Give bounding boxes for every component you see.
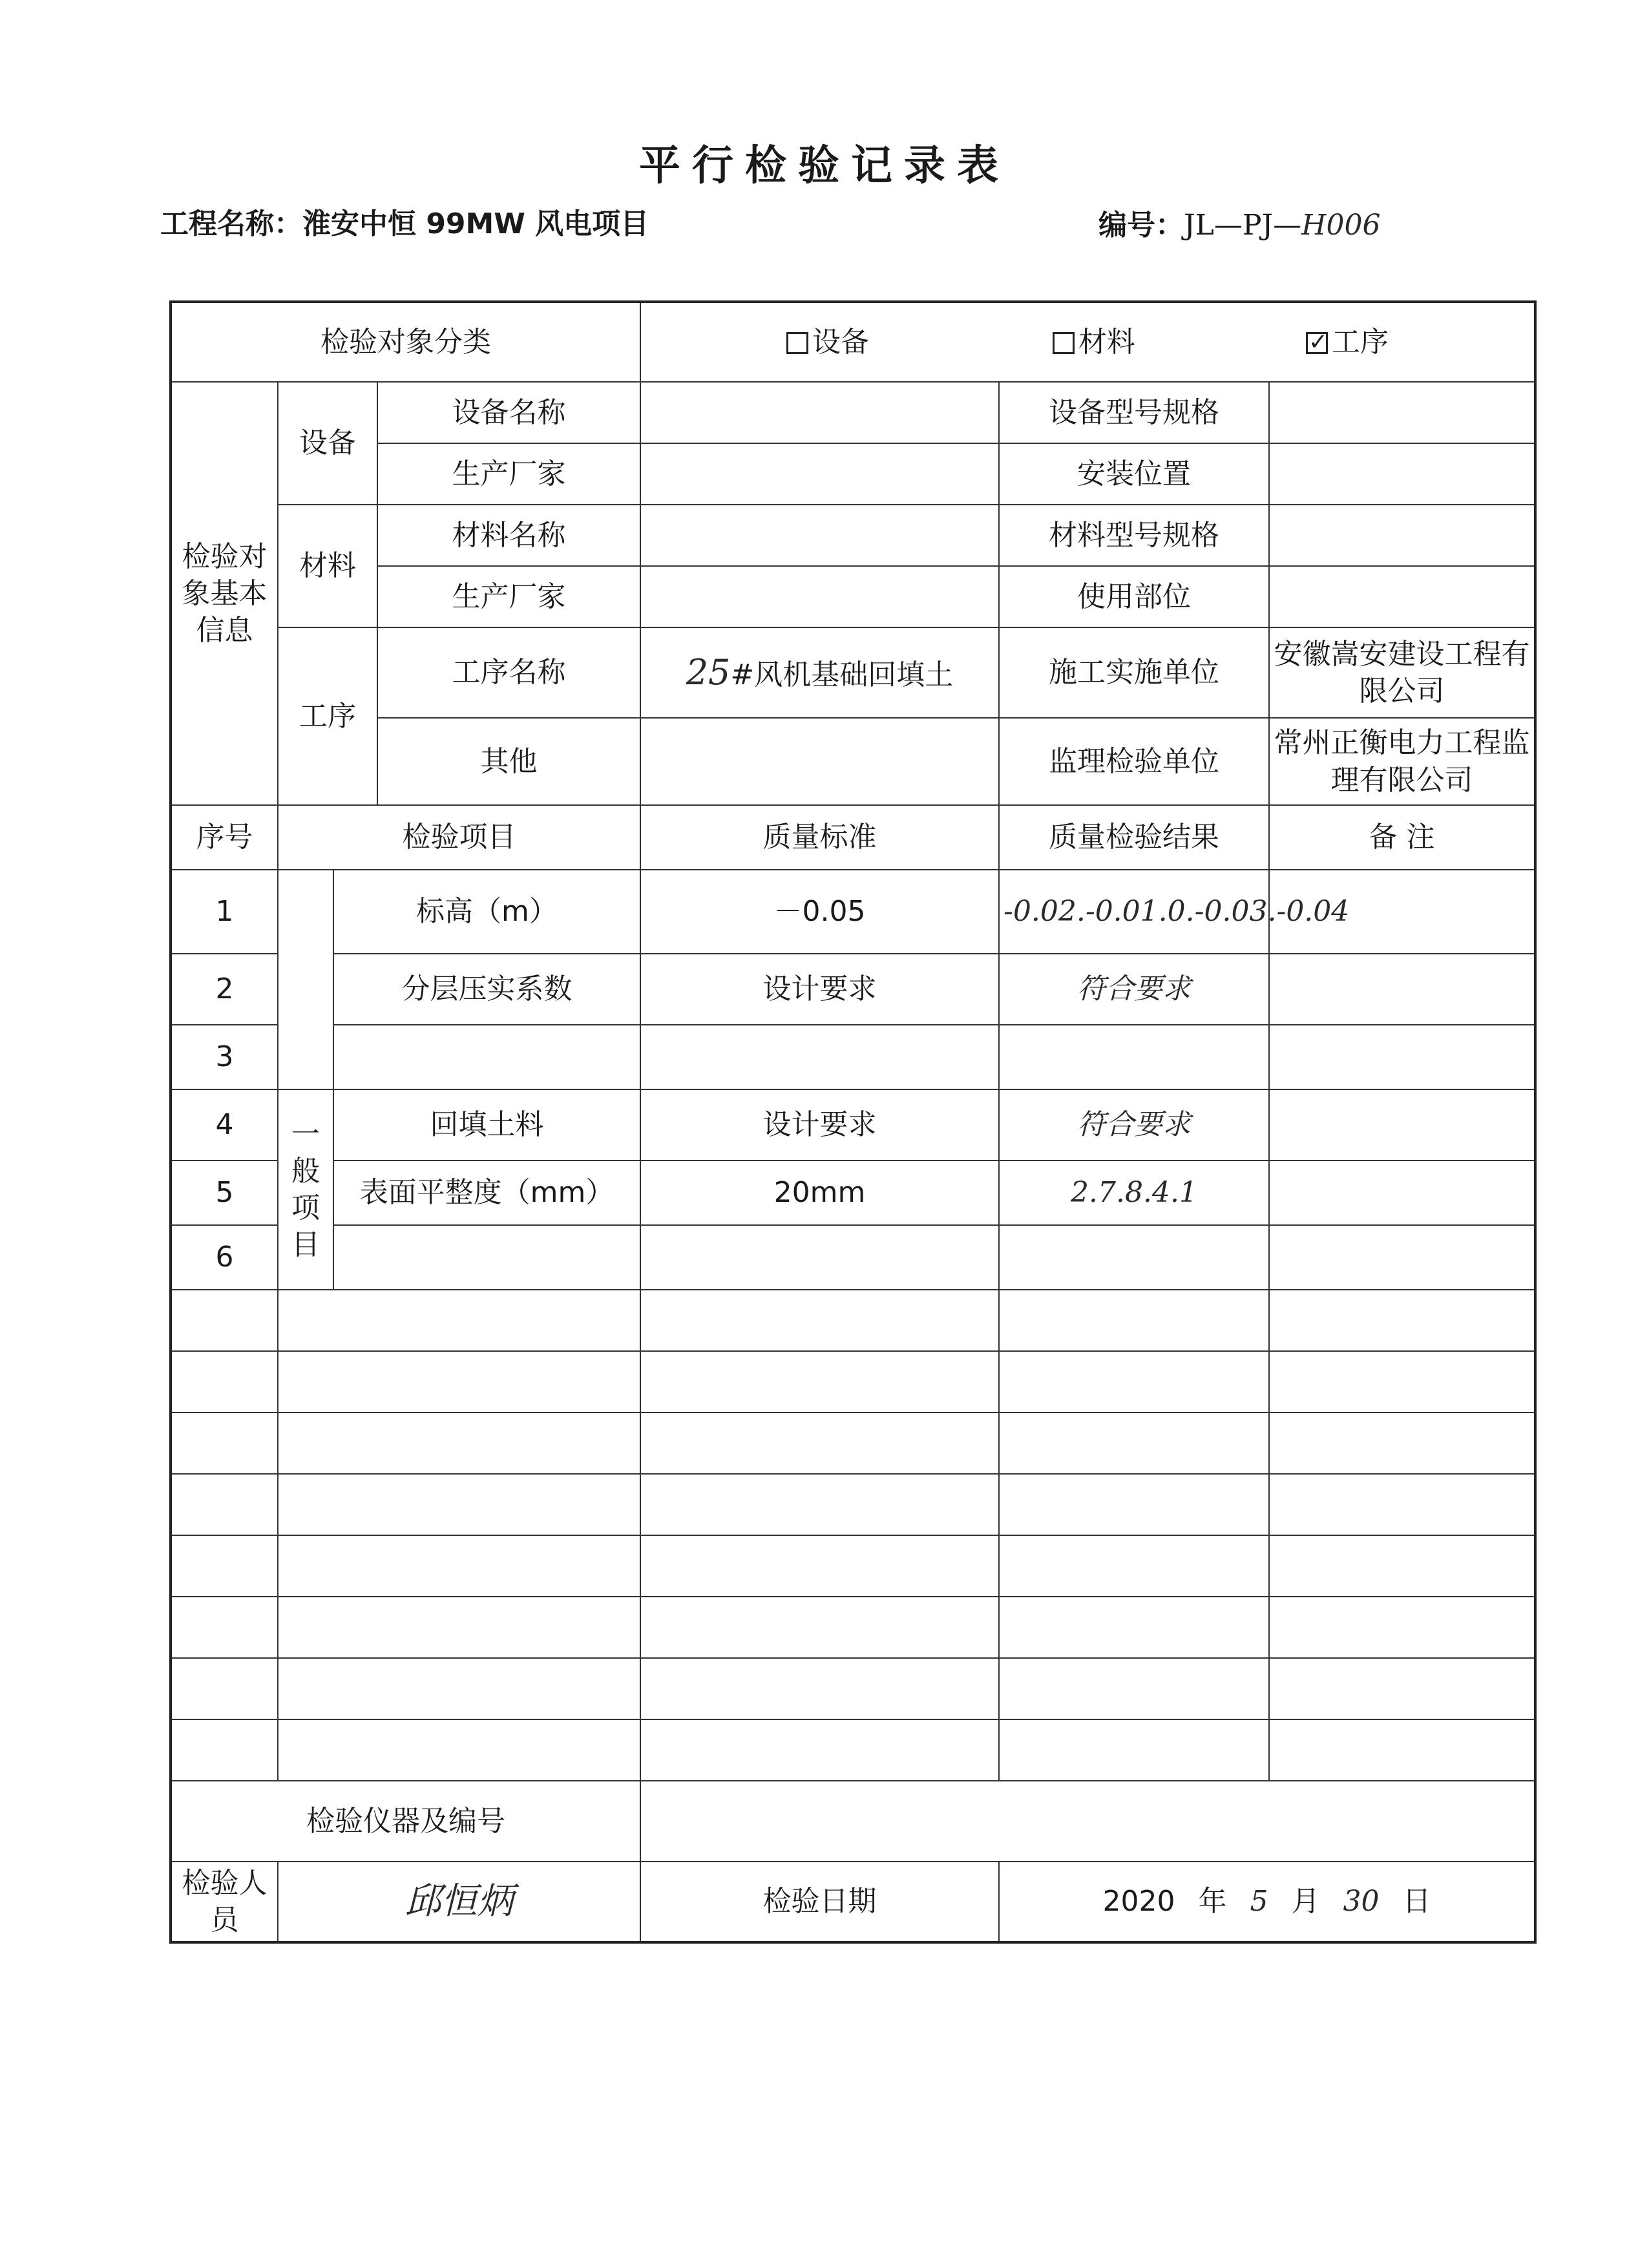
equipment-label: 设备 [278, 382, 377, 505]
item-remark[interactable] [1269, 1025, 1535, 1089]
item-name: 回填土料 [333, 1089, 640, 1160]
code-value: H006 [1301, 209, 1381, 242]
supervisor-value[interactable]: 常州正衡电力工程监理有限公司 [1269, 718, 1535, 805]
project-label: 工程名称： [160, 207, 302, 240]
date-year-label: 年 [1198, 1885, 1227, 1918]
form-code [1098, 202, 1380, 243]
equipment-location-label: 安装位置 [999, 443, 1269, 505]
equipment-row-1 [171, 382, 1535, 443]
items-header-row [171, 805, 1535, 870]
supervisor-label: 监理检验单位 [999, 718, 1269, 805]
material-model-value[interactable] [1269, 505, 1535, 566]
instrument-value[interactable] [640, 1781, 1535, 1862]
blank-cell [999, 1351, 1269, 1412]
item-no: 2 [171, 954, 278, 1025]
blank-cell [640, 1412, 999, 1474]
blank-row [171, 1474, 1535, 1535]
material-model-label: 材料型号规格 [999, 505, 1269, 566]
material-label: 材料 [278, 505, 377, 627]
blank-cell [171, 1351, 278, 1412]
item-standard: －0.05 [640, 870, 999, 954]
header-remark: 备 注 [1269, 805, 1535, 870]
material-maker-label: 生产厂家 [377, 566, 640, 627]
table-row [171, 870, 1535, 954]
blank-cell [278, 1412, 640, 1474]
item-no: 1 [171, 870, 278, 954]
blank-cell [171, 1719, 278, 1781]
blank-cell [1269, 1719, 1535, 1781]
equipment-name-label: 设备名称 [377, 382, 640, 443]
item-remark[interactable] [1269, 1089, 1535, 1160]
blank-cell [171, 1412, 278, 1474]
item-no: 3 [171, 1025, 278, 1089]
header-result: 质量检验结果 [999, 805, 1269, 870]
material-name-label: 材料名称 [377, 505, 640, 566]
table-row [171, 954, 1535, 1025]
blank-cell [1269, 1658, 1535, 1719]
inspector-label: 检验人员 [171, 1862, 278, 1942]
option-material-label: 材料 [1078, 325, 1136, 359]
item-standard: 设计要求 [640, 954, 999, 1025]
blank-cell [1269, 1597, 1535, 1658]
item-no: 4 [171, 1089, 278, 1160]
blank-row [171, 1597, 1535, 1658]
category-label: 检验对象分类 [171, 302, 640, 382]
code-prefix: JL—PJ— [1184, 209, 1302, 242]
date-month-label: 月 [1291, 1885, 1320, 1918]
item-name [333, 1025, 640, 1089]
item-result[interactable] [999, 1225, 1269, 1290]
blank-cell [1269, 1351, 1535, 1412]
blank-row [171, 1719, 1535, 1781]
item-name [333, 1225, 640, 1290]
item-name: 表面平整度（mm） [333, 1160, 640, 1225]
item-remark[interactable] [1269, 1225, 1535, 1290]
equipment-model-label: 设备型号规格 [999, 382, 1269, 443]
blank-cell [278, 1719, 640, 1781]
material-checkbox[interactable] [1053, 332, 1075, 354]
blank-cell [171, 1535, 278, 1597]
date-day-label: 日 [1402, 1885, 1431, 1918]
blank-cell [171, 1597, 278, 1658]
item-standard [640, 1225, 999, 1290]
blank-cell [278, 1597, 640, 1658]
material-name-value[interactable] [640, 505, 999, 566]
code-label: 编号： [1098, 209, 1184, 242]
blank-cell [640, 1474, 999, 1535]
blank-row [171, 1535, 1535, 1597]
project-info [160, 200, 649, 242]
blank-cell [1269, 1535, 1535, 1597]
process-name-hand: 25 [686, 651, 731, 693]
equipment-maker-value[interactable] [640, 443, 999, 505]
general-group-label: 一般项目 [278, 1089, 333, 1290]
item-name: 分层压实系数 [333, 954, 640, 1025]
blank-cell [640, 1290, 999, 1351]
contractor-label: 施工实施单位 [999, 627, 1269, 718]
item-name: 标高（m） [333, 870, 640, 954]
table-row [171, 1025, 1535, 1089]
process-name-label: 工序名称 [377, 627, 640, 718]
main-group-cell [278, 870, 333, 1089]
category-row [171, 302, 1535, 382]
blank-cell [999, 1535, 1269, 1597]
basic-info-label: 检验对象基本信息 [171, 382, 278, 805]
blank-cell [278, 1535, 640, 1597]
item-standard: 设计要求 [640, 1089, 999, 1160]
blank-cell [1269, 1290, 1535, 1351]
blank-cell [640, 1535, 999, 1597]
blank-cell [999, 1658, 1269, 1719]
blank-cell [640, 1597, 999, 1658]
blank-cell [999, 1290, 1269, 1351]
blank-cell [640, 1658, 999, 1719]
option-process-label: 工序 [1332, 325, 1389, 359]
contractor-value[interactable]: 安徽嵩安建设工程有限公司 [1269, 627, 1535, 718]
item-standard [640, 1025, 999, 1089]
blank-cell [171, 1658, 278, 1719]
item-no: 5 [171, 1160, 278, 1225]
category-options [640, 302, 1535, 382]
blank-cell [640, 1351, 999, 1412]
item-result[interactable]: 2.7.8.4.1 [999, 1160, 1269, 1225]
equipment-name-value[interactable] [640, 382, 999, 443]
item-result[interactable]: 符合要求 [999, 1089, 1269, 1160]
blank-cell [999, 1597, 1269, 1658]
blank-cell [278, 1658, 640, 1719]
instrument-label: 检验仪器及编号 [171, 1781, 640, 1862]
blank-cell [171, 1290, 278, 1351]
other-label: 其他 [377, 718, 640, 805]
blank-cell [999, 1474, 1269, 1535]
option-process[interactable] [1306, 324, 1389, 361]
blank-cell [278, 1474, 640, 1535]
blank-row [171, 1290, 1535, 1351]
item-result[interactable] [999, 1025, 1269, 1089]
table-row [171, 1160, 1535, 1225]
process-name-value[interactable] [640, 627, 999, 718]
blank-row [171, 1658, 1535, 1719]
inspection-table [169, 300, 1537, 1944]
process-checkbox[interactable] [1306, 332, 1328, 354]
date-month: 5 [1250, 1885, 1268, 1918]
item-result[interactable]: -0.02.-0.01.0.-0.03.-0.04 [999, 870, 1269, 954]
material-row-1 [171, 505, 1535, 566]
item-remark[interactable] [1269, 1160, 1535, 1225]
blank-cell [1269, 1412, 1535, 1474]
signature-row [171, 1862, 1535, 1942]
header-standard: 质量标准 [640, 805, 999, 870]
equipment-maker-label: 生产厂家 [377, 443, 640, 505]
option-equipment[interactable] [786, 324, 869, 361]
equipment-location-value[interactable] [1269, 443, 1535, 505]
process-label: 工序 [278, 627, 377, 805]
inspection-date[interactable] [999, 1862, 1535, 1942]
date-day: 30 [1343, 1885, 1380, 1918]
material-maker-value[interactable] [640, 566, 999, 627]
item-remark[interactable] [1269, 954, 1535, 1025]
table-row [171, 1225, 1535, 1290]
blank-cell [278, 1290, 640, 1351]
other-value[interactable] [640, 718, 999, 805]
inspector-signature[interactable]: 邱恒炳 [278, 1862, 640, 1942]
option-material[interactable] [1053, 324, 1135, 361]
blank-cell [171, 1474, 278, 1535]
blank-row [171, 1351, 1535, 1412]
blank-cell [640, 1719, 999, 1781]
option-equipment-label: 设备 [812, 325, 870, 359]
item-no: 6 [171, 1225, 278, 1290]
date-year: 2020 [1102, 1885, 1175, 1918]
date-label: 检验日期 [640, 1862, 999, 1942]
process-row-1 [171, 627, 1535, 718]
blank-cell [999, 1719, 1269, 1781]
material-usage-value[interactable] [1269, 566, 1535, 627]
item-result[interactable]: 符合要求 [999, 954, 1269, 1025]
header-no: 序号 [171, 805, 278, 870]
project-name: 淮安中恒 99MW 风电项目 [302, 207, 649, 240]
blank-cell [1269, 1474, 1535, 1535]
process-name-text: #风机基础回填土 [730, 658, 954, 691]
form-title: 平行检验记录表 [639, 142, 1010, 190]
blank-cell [999, 1412, 1269, 1474]
item-standard: 20mm [640, 1160, 999, 1225]
instrument-row [171, 1781, 1535, 1862]
equipment-checkbox[interactable] [786, 332, 808, 354]
blank-cell [278, 1351, 640, 1412]
material-usage-label: 使用部位 [999, 566, 1269, 627]
table-row [171, 1089, 1535, 1160]
blank-row [171, 1412, 1535, 1474]
equipment-model-value[interactable] [1269, 382, 1535, 443]
header-item: 检验项目 [278, 805, 640, 870]
